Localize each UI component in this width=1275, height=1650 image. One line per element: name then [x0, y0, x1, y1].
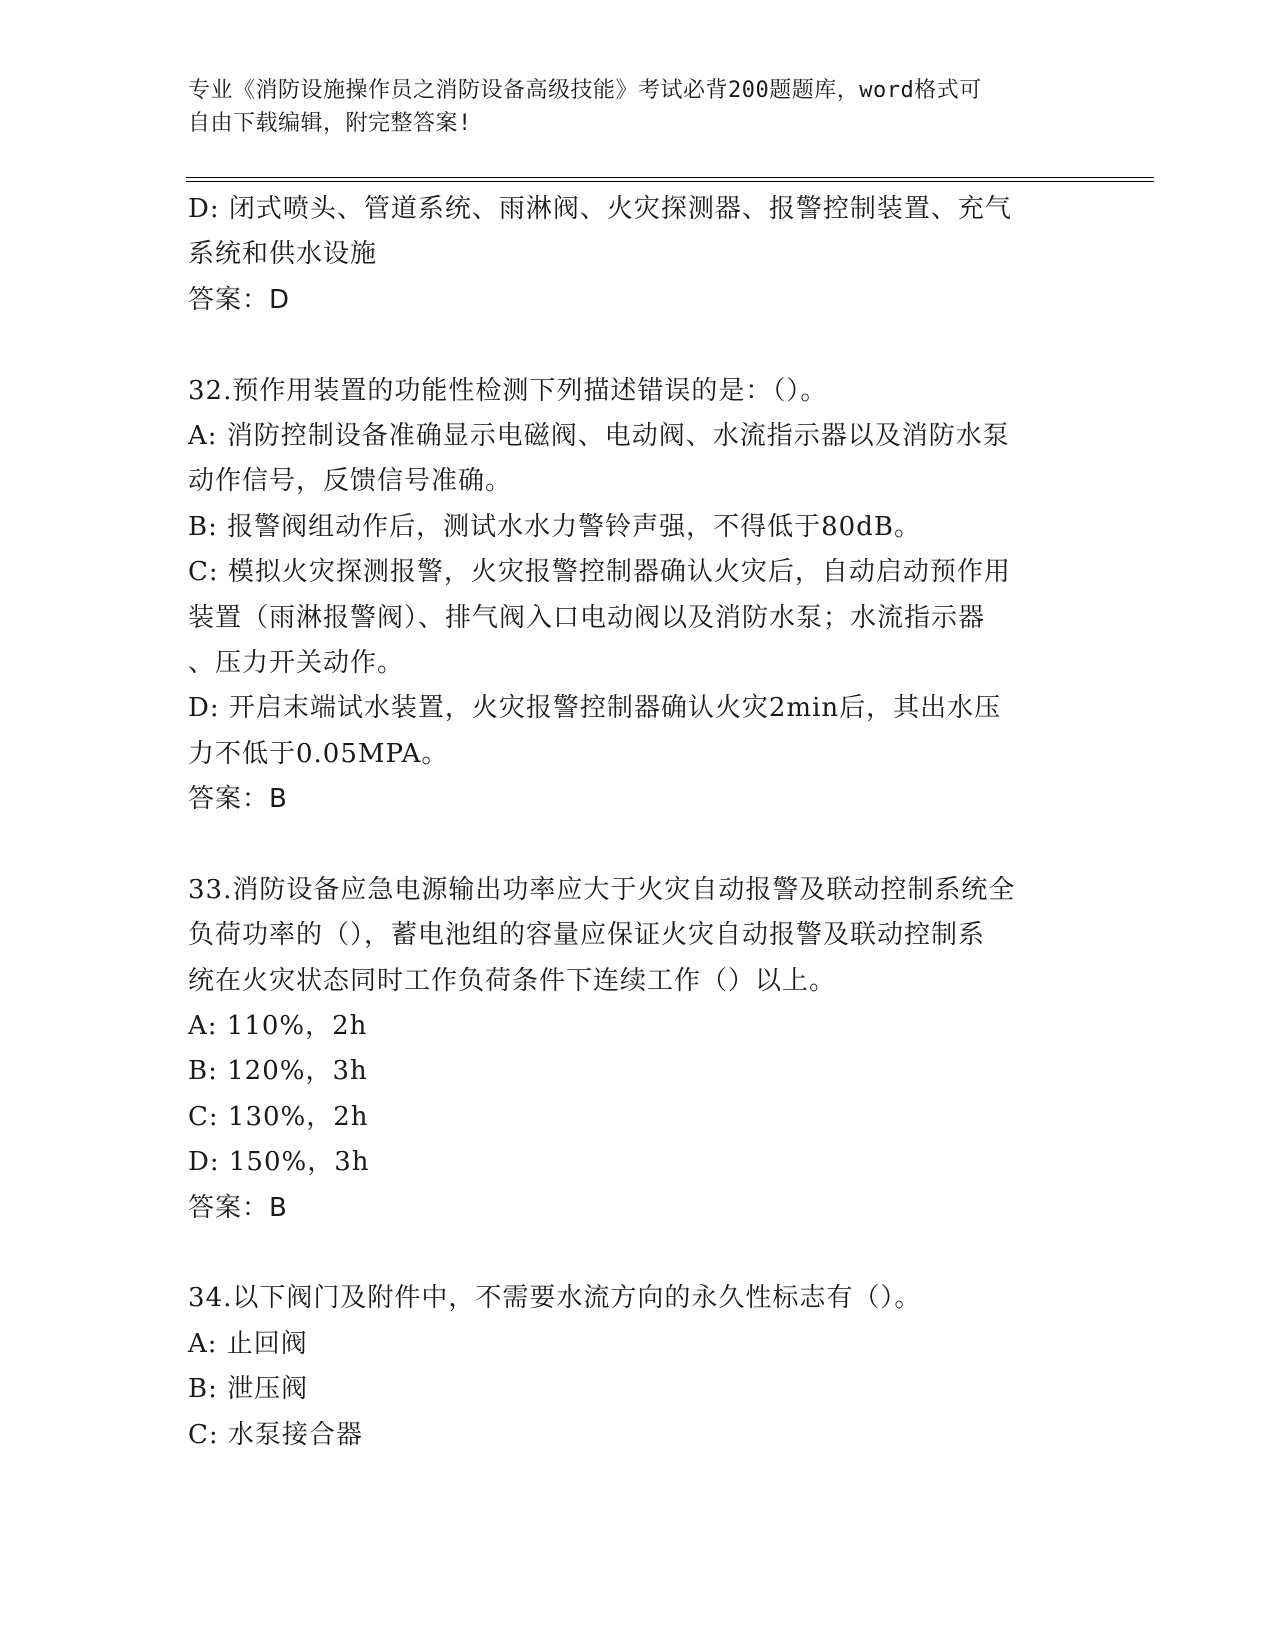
option-a-line: 动作信号，反馈信号准确。 — [188, 466, 513, 497]
option-d-line: 系统和供水设施 — [188, 239, 378, 270]
option-c-line: 装置（雨淋报警阀）、排气阀入口电动阀以及消防水泵；水流指示器 — [188, 602, 986, 633]
question-stem: 34.以下阀门及附件中，不需要水流方向的永久性标志有（）。 — [188, 1283, 922, 1314]
option-a-line: A: 110%，2h — [188, 1011, 368, 1042]
option-d-line: 力不低于0.05MPA。 — [188, 738, 449, 769]
option-b-line: B: 泄压阀 — [188, 1374, 309, 1405]
question-stem: 32.预作用装置的功能性检测下列描述错误的是：（）。 — [188, 375, 828, 406]
option-b-line: B: 120%，3h — [188, 1056, 368, 1087]
spacer — [188, 323, 1068, 368]
option-d-line: D: 150%，3h — [188, 1147, 370, 1178]
question-33 — [188, 868, 1068, 1231]
answer-line: 答案：B — [188, 784, 288, 815]
option-c-line: C: 模拟火灾探测报警，火灾报警控制器确认火灾后，自动启动预作用 — [188, 557, 1011, 588]
option-a-line: A: 止回阀 — [188, 1328, 308, 1359]
question-stem: 33.消防设备应急电源输出功率应大于火灾自动报警及联动控制系统全 — [188, 874, 1016, 905]
question-31-tail — [188, 187, 1068, 323]
question-stem: 负荷功率的（），蓄电池组的容量应保证火灾自动报警及联动控制系 — [188, 920, 986, 951]
option-d-line: D: 闭式喷头、管道系统、雨淋阀、火灾探测器、报警控制装置、充气 — [188, 194, 1012, 224]
question-34 — [188, 1276, 1068, 1458]
answer-line: 答案：B — [188, 1192, 288, 1223]
header-line-1: 专业《消防设施操作员之消防设备高级技能》考试必背200题题库，word格式可 — [188, 78, 982, 103]
question-32 — [188, 369, 1068, 823]
spacer — [188, 1231, 1068, 1276]
question-list — [188, 187, 1068, 1458]
header-line-2: 自由下载编辑，附完整答案! — [188, 111, 472, 136]
option-c-line: 、压力开关动作。 — [188, 647, 405, 678]
document-header — [188, 74, 1068, 140]
option-b-line: B: 报警阀组动作后，测试水水力警铃声强，不得低于80dB。 — [188, 511, 921, 542]
header-divider — [186, 177, 1154, 182]
option-a-line: A: 消防控制设备准确显示电磁阀、电动阀、水流指示器以及消防水泵 — [188, 420, 1010, 451]
question-stem: 统在火灾状态同时工作负荷条件下连续工作（）以上。 — [188, 965, 837, 996]
answer-line: 答案：D — [188, 284, 291, 315]
option-d-line: D: 开启末端试水装置，火灾报警控制器确认火灾2min后，其出水压 — [188, 693, 1002, 724]
option-c-line: C: 130%，2h — [188, 1101, 369, 1132]
option-c-line: C: 水泵接合器 — [188, 1419, 363, 1450]
spacer — [188, 822, 1068, 867]
